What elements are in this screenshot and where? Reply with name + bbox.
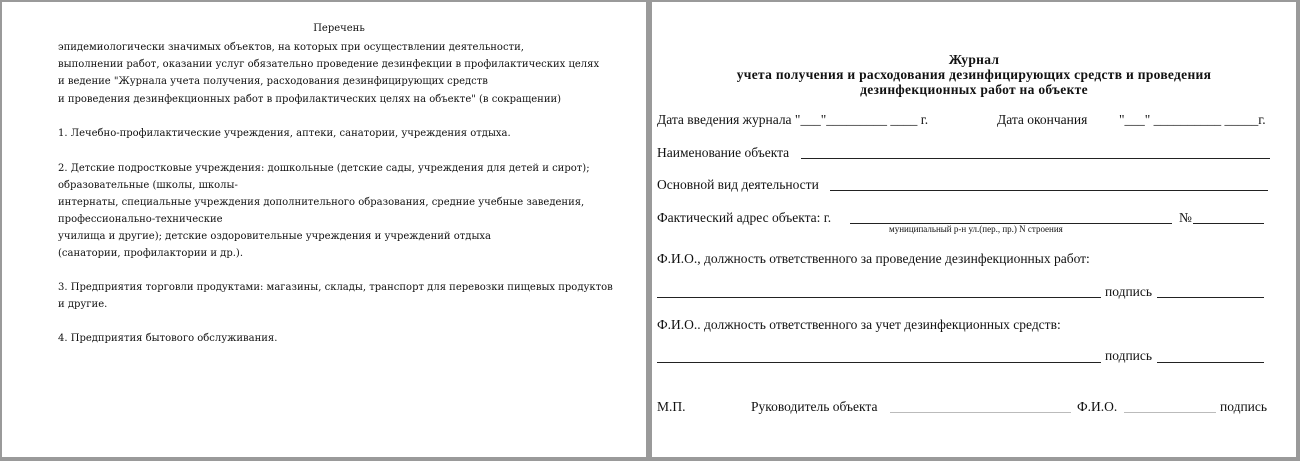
fio-label: Ф.И.О.: [1077, 399, 1118, 414]
left-page: [2, 2, 646, 457]
signature-label-2: подпись: [1105, 348, 1153, 363]
list-item-4: 4. Предприятия бытового обслуживания.: [58, 333, 278, 344]
journal-title: Журнал: [948, 52, 1000, 67]
signature-label: подпись: [1105, 284, 1153, 299]
signature-label-3: подпись: [1220, 399, 1268, 414]
resp-disinfection-label: Ф.И.О., должность ответственного за проведение дезинфекционных работ:: [657, 251, 1090, 266]
date-start-field[interactable]: Дата введения журнала "___"_________ ____ г.: [657, 112, 929, 127]
object-name-label: Наименование объекта: [657, 145, 790, 160]
intro-line: и ведение "Журнала учета получения, расходования дезинфицирующих средств: [58, 76, 488, 87]
activity-label: Основной вид деятельности: [657, 177, 819, 192]
right-page: [652, 2, 1296, 457]
fio-field[interactable]: [1124, 412, 1216, 413]
head-signature-field[interactable]: [890, 412, 1071, 413]
list-item-2-line: интернаты, специальные учреждения дополнительного образования, средние учебные заведения,: [58, 197, 585, 208]
number-label: №: [1179, 210, 1192, 225]
list-item-2-line: училища и другие); детские оздоровительные учреждения и учреждений отдыха: [58, 231, 492, 242]
date-end-label: Дата окончания: [997, 112, 1088, 127]
list-item-2-line: образовательные (школы, школы-: [58, 180, 238, 191]
list-item-3-line: 3. Предприятия торговли продуктами: магазины, склады, транспорт для перевозки пищевых продуктов: [58, 282, 613, 293]
list-item-3-line: и другие.: [58, 299, 108, 310]
resp-disinfection-field[interactable]: [657, 297, 1101, 298]
activity-field[interactable]: [830, 190, 1268, 191]
resp-accounting-label: Ф.И.О.. должность ответственного за учет дезинфекционных средств:: [657, 317, 1061, 332]
intro-line: и проведения дезинфекционных работ в профилактических целях на объекте" (в сокращении): [58, 94, 562, 105]
number-field[interactable]: [1193, 223, 1264, 224]
object-name-field[interactable]: [801, 158, 1270, 159]
intro-line: эпидемиологически значимых объектов, на которых при осуществлении деятельности,: [58, 42, 524, 53]
resp-accounting-field[interactable]: [657, 362, 1101, 363]
address-hint: муниципальный р-н ул.(пер., пр.) N строения: [889, 224, 1063, 234]
signature-field-2[interactable]: [1157, 362, 1264, 363]
signature-field[interactable]: [1157, 297, 1264, 298]
list-item-2-line: профессионально-технические: [58, 214, 223, 225]
stamp-label: М.П.: [657, 399, 686, 414]
list-item-2-line: (санатории, профилактории и др.).: [58, 248, 243, 259]
address-label: Фактический адрес объекта: г.: [657, 210, 832, 225]
list-item-1: 1. Лечебно-профилактические учреждения, аптеки, санатории, учреждения отдыха.: [58, 128, 511, 139]
intro-line: выполнении работ, оказании услуг обязательно проведение дезинфекции в профилактических целях: [58, 59, 600, 70]
date-end-field[interactable]: "___" __________ _____г.: [1119, 112, 1266, 127]
journal-subtitle-line1: учета получения и расходования дезинфицирующих средств и проведения: [736, 67, 1212, 82]
journal-subtitle-line2: дезинфекционных работ на объекте: [860, 82, 1088, 97]
head-label: Руководитель объекта: [751, 399, 878, 414]
list-item-2-line: 2. Детские подростковые учреждения: дошкольные (детские сады, учреждения для детей и сирот);: [58, 163, 590, 174]
list-title: Перечень: [313, 23, 365, 34]
